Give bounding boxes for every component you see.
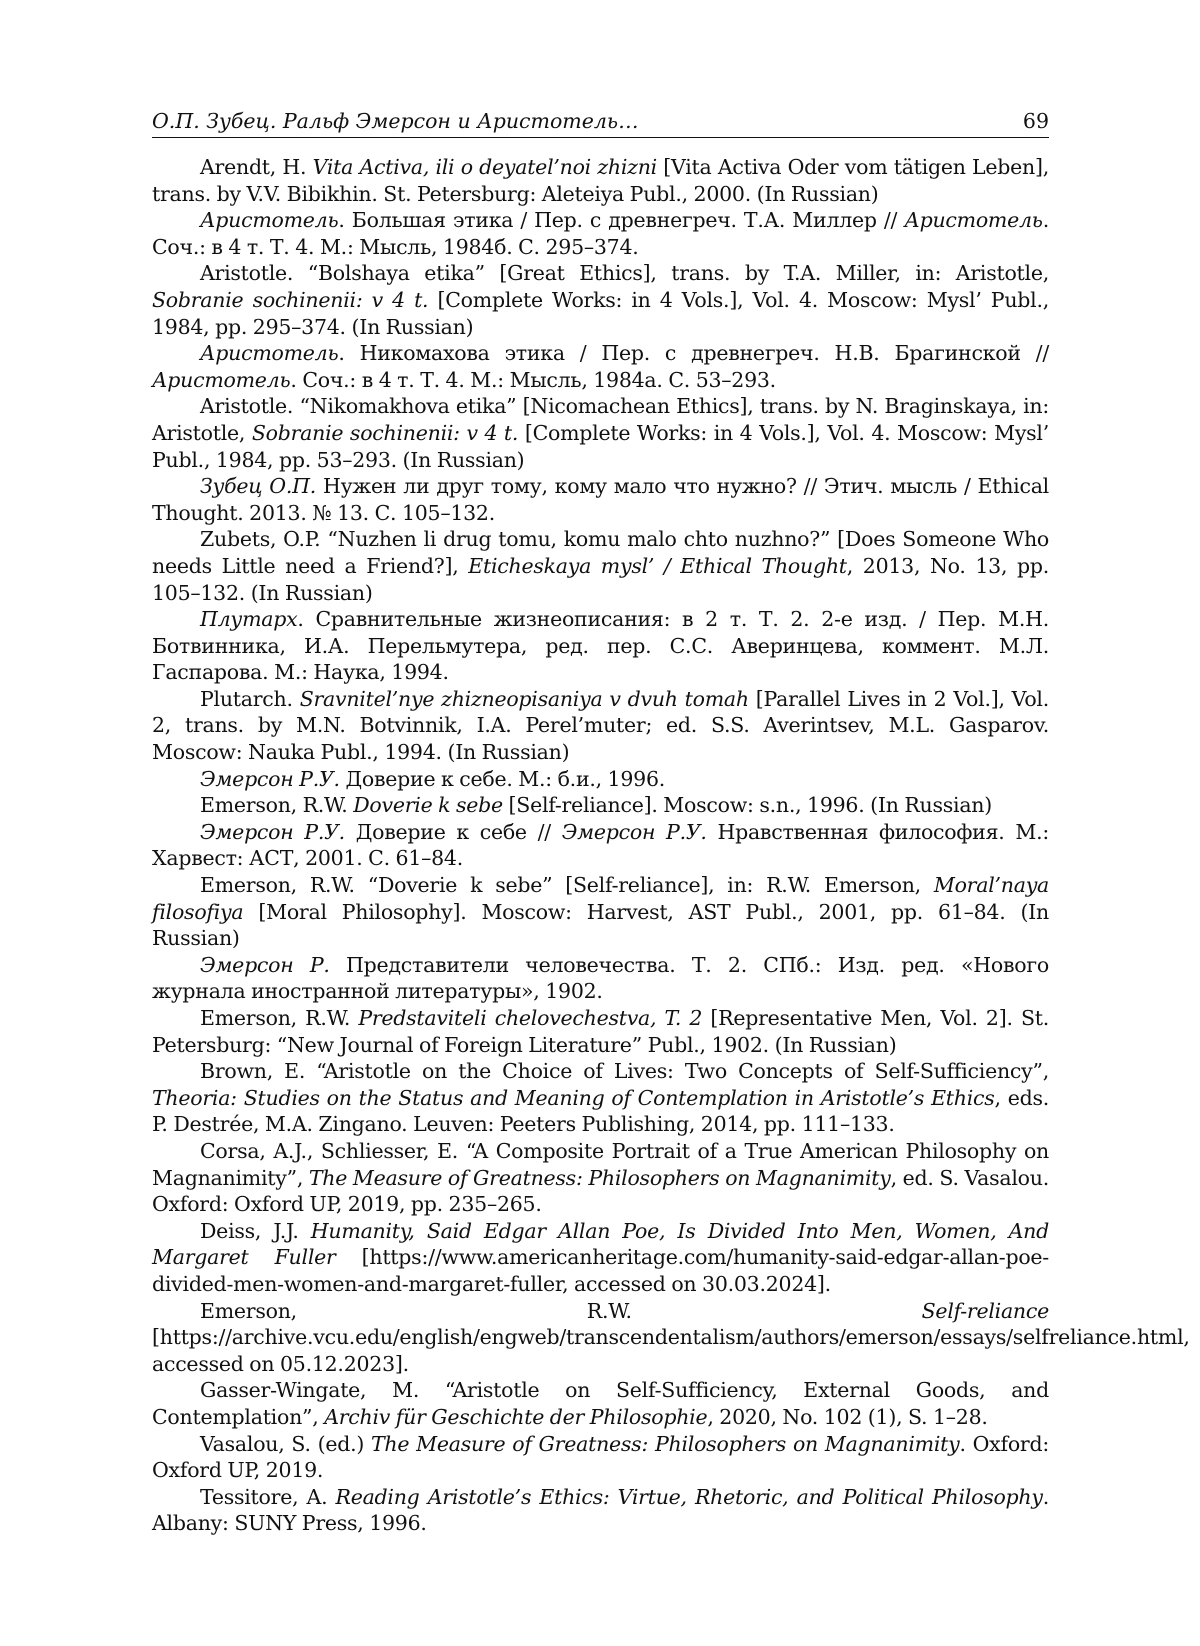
reference-text: Нужен ли друг тому, кому мало что нужно? // Этич. мысль / Ethical Thought. 2013. № 13. С. 105–132. bbox=[152, 474, 1049, 525]
reference-text: [Complete Works: in 4 Vols.], Vol. 4. Moscow: Mysl’ Publ., 1984, pp. 295–374. (In Russian) bbox=[152, 287, 1049, 339]
reference-text: Corsa, A.J., Schliesser, E. “A Composite Portrait of a True American Philosophy on Magnanimity”, bbox=[152, 1138, 1049, 1190]
reference-entry bbox=[152, 260, 1049, 340]
reference-text: [Vita Activa Oder vom tätigen Leben], trans. by V.V. Bibikhin. St. Petersburg: Aleteiya Publ., 2000. (In Russian) bbox=[152, 155, 1049, 206]
reference-text: Доверие к себе. М.: б.и., 1996. bbox=[339, 766, 665, 791]
reference-entry bbox=[152, 766, 1049, 793]
reference-entry bbox=[152, 393, 1049, 473]
reference-text: Zubets, O.P. “Nuzhen li drug tomu, komu malo chto nuzhno?” [Does Someone Who needs Little need a Friend?], bbox=[152, 527, 1049, 578]
reference-text: . Oxford: Oxford UP, 2019. bbox=[152, 1431, 1049, 1483]
reference-text: . Сравнительные жизнеописания: в 2 т. Т. 2. 2-е изд. / Пер. М.Н. Ботвинника, И.А. Перельмутера, ред. пер. С.С. Аверинцева, коммент. М.Л. Гаспарова. М.: Наука, 1994. bbox=[152, 607, 1049, 685]
reference-text: Представители человечества. Т. 2. СПб.: Изд. ред. «Нового журнала иностранной литературы», 1902. bbox=[152, 952, 1049, 1004]
reference-entry bbox=[152, 1298, 1190, 1378]
reference-italic-text: Moral’naya filosofiya bbox=[152, 873, 1049, 924]
header-rule bbox=[152, 137, 1049, 138]
reference-entry bbox=[152, 1484, 1049, 1537]
running-header bbox=[152, 108, 1049, 134]
reference-italic-text: Predstaviteli chelovechestva, T. 2 bbox=[358, 1006, 703, 1030]
reference-italic-text: Аристотель bbox=[200, 208, 339, 233]
reference-text: Vasalou, S. (ed.) bbox=[200, 1431, 371, 1456]
reference-entry bbox=[152, 1058, 1049, 1138]
reference-entry bbox=[152, 207, 1049, 260]
reference-text: [Moral Philosophy]. Moscow: Harvest, AST Publ., 2001, pp. 61–84. (In Russian) bbox=[152, 899, 1049, 951]
reference-text: . Никомахова этика / Пер. с древнегреч. Н.В. Брагинской // bbox=[338, 341, 1049, 366]
reference-entry bbox=[152, 872, 1049, 952]
reference-text: [Representative Men, Vol. 2]. St. Petersburg: “New Journal of Foreign Literature” Publ., 1902. (In Russian) bbox=[152, 1006, 1049, 1057]
reference-italic-text: Аристотель bbox=[152, 367, 291, 392]
reference-text: Tessitore, A. bbox=[200, 1484, 336, 1509]
reference-italic-text: Эмерсон Р.У. bbox=[200, 766, 340, 791]
reference-entry bbox=[152, 952, 1049, 1005]
reference-italic-text: Эмерсон Р.У. bbox=[200, 819, 345, 844]
reference-italic-text: Зубец О.П. bbox=[200, 474, 317, 499]
reference-italic-text: Theoria: Studies on the Status and Meaning of Contemplation in Aristotle’s Ethics bbox=[152, 1085, 995, 1110]
reference-text: [Self-reliance]. Moscow: s.n., 1996. (In Russian) bbox=[502, 793, 993, 818]
reference-text: . Соч.: в 4 т. Т. 4. М.: Мысль, 1984а. С. 53–293. bbox=[290, 367, 776, 392]
reference-italic-text: Eticheskaya mysl’ / Ethical Thought bbox=[468, 553, 847, 578]
reference-italic-text: Sobranie sochinenii: v 4 t. bbox=[251, 420, 519, 445]
reference-entry bbox=[152, 340, 1049, 393]
reference-text: [Complete Works: in 4 Vols.], Vol. 4. Moscow: Mysl’ Publ., 1984, pp. 53–293. (In Russian) bbox=[152, 420, 1049, 472]
reference-italic-text: Archiv für Geschichte der Philosophie bbox=[324, 1404, 708, 1429]
reference-text: Aristotle. “Bolshaya etika” [Great Ethics], trans. by T.A. Miller, in: Aristotle, bbox=[200, 261, 1049, 286]
reference-text: Gasser-Wingate, M. “Aristotle on Self-Sufficiency, External Goods, and Contemplation”, bbox=[152, 1378, 1049, 1429]
reference-text: Доверие к себе // bbox=[344, 819, 562, 844]
reference-text: . Соч.: в 4 т. Т. 4. М.: Мысль, 1984б. С. 295–374. bbox=[152, 208, 1049, 259]
reference-text: . Albany: SUNY Press, 1996. bbox=[152, 1484, 1049, 1536]
reference-text: Aristotle. “Nikomakhova etika” [Nicomachean Ethics], trans. by N. Braginskaya, in: Aristotle, bbox=[152, 394, 1049, 445]
reference-text: Arendt, H. bbox=[200, 155, 313, 179]
reference-italic-text: Аристотель bbox=[904, 208, 1043, 233]
reference-text: [https://archive.vcu.edu/english/engweb/transcendentalism/authors/emerson/essays/selfreliance.html, accessed on 05.12.2023]. bbox=[152, 1325, 1190, 1376]
reference-entry bbox=[152, 1377, 1049, 1430]
page-number: 69 bbox=[1022, 109, 1049, 133]
reference-italic-text: Reading Aristotle’s Ethics: Virtue, Rhetoric, and Political Philosophy bbox=[335, 1484, 1043, 1509]
reference-entry bbox=[152, 1218, 1049, 1298]
reference-text: . Большая этика / Пер. с древнегреч. Т.А. Миллер // bbox=[338, 208, 905, 233]
reference-text: Нравственная философия. М.: Харвест: АСТ, 2001. С. 61–84. bbox=[152, 819, 1049, 871]
reference-text: [https://www.americanheritage.com/humanity-said-edgar-allan-poe-divided-men-women-and-margaret-fuller, accessed on 30.03.2024]. bbox=[152, 1245, 1049, 1296]
reference-italic-text: Плутарх bbox=[200, 607, 298, 632]
reference-list bbox=[152, 154, 1190, 1537]
reference-italic-text: The Measure of Greatness: Philosophers on Magnanimity bbox=[370, 1431, 960, 1456]
reference-text: Deiss, J.J. bbox=[200, 1218, 311, 1243]
reference-italic-text: Эмерсон Р. bbox=[200, 952, 330, 977]
reference-entry bbox=[152, 1138, 1049, 1218]
reference-text: Emerson, R.W. bbox=[200, 1298, 922, 1323]
reference-entry bbox=[152, 473, 1049, 526]
reference-entry bbox=[152, 792, 1049, 819]
reference-text: Plutarch. bbox=[200, 686, 300, 711]
reference-entry bbox=[152, 1431, 1049, 1484]
reference-italic-text: Doverie k sebe bbox=[353, 793, 503, 818]
reference-italic-text: Sobranie sochinenii: v 4 t. bbox=[152, 287, 429, 312]
reference-italic-text: Self-reliance bbox=[921, 1298, 1049, 1323]
running-title: О.П. Зубец. Ральф Эмерсон и Аристотель… bbox=[152, 109, 639, 133]
reference-text: Emerson, R.W. bbox=[200, 793, 354, 818]
reference-text: , 2013, No. 13, pp. 105–132. (In Russian) bbox=[152, 553, 1049, 605]
reference-text: , ed. S. Vasalou. Oxford: Oxford UP, 2019, pp. 235–265. bbox=[152, 1165, 1049, 1217]
reference-text: [Parallel Lives in 2 Vol.], Vol. 2, trans. by M.N. Botvinnik, I.A. Perel’muter; ed. S.S. Averintsev, M.L. Gasparov. Moscow: Nauka Publ., 1994. (In Russian) bbox=[152, 686, 1050, 765]
reference-italic-text: Humanity, Said Edgar Allan Poe, Is Divided Into Men, Women, And Margaret Fuller bbox=[152, 1218, 1049, 1270]
reference-text: , 2020, No. 102 (1), S. 1–28. bbox=[707, 1404, 988, 1429]
reference-italic-text: Vita Activa, ili o deyatel’noi zhizni bbox=[312, 155, 657, 179]
reference-entry bbox=[152, 686, 1049, 766]
reference-text: Brown, E. “Aristotle on the Choice of Lives: Two Concepts of Self-Sufficiency”, bbox=[200, 1059, 1049, 1084]
reference-text: Emerson, R.W. bbox=[200, 1006, 359, 1030]
reference-entry bbox=[152, 606, 1049, 686]
reference-entry bbox=[152, 154, 1049, 207]
reference-italic-text: Аристотель bbox=[200, 341, 339, 366]
reference-text: Emerson, R.W. “Doverie k sebe” [Self-reliance], in: R.W. Emerson, bbox=[200, 873, 934, 898]
reference-entry bbox=[152, 819, 1049, 872]
reference-italic-text: Эмерсон Р.У. bbox=[561, 819, 707, 844]
reference-entry bbox=[152, 526, 1049, 606]
reference-entry bbox=[152, 1005, 1049, 1058]
reference-text: , eds. P. Destrée, M.A. Zingano. Leuven: Peeters Publishing, 2014, pp. 111–133. bbox=[152, 1085, 1049, 1137]
reference-italic-text: The Measure of Greatness: Philosophers on Magnanimity bbox=[308, 1165, 891, 1190]
reference-italic-text: Sravnitel’nye zhizneopisaniya v dvuh tomah bbox=[299, 686, 749, 711]
